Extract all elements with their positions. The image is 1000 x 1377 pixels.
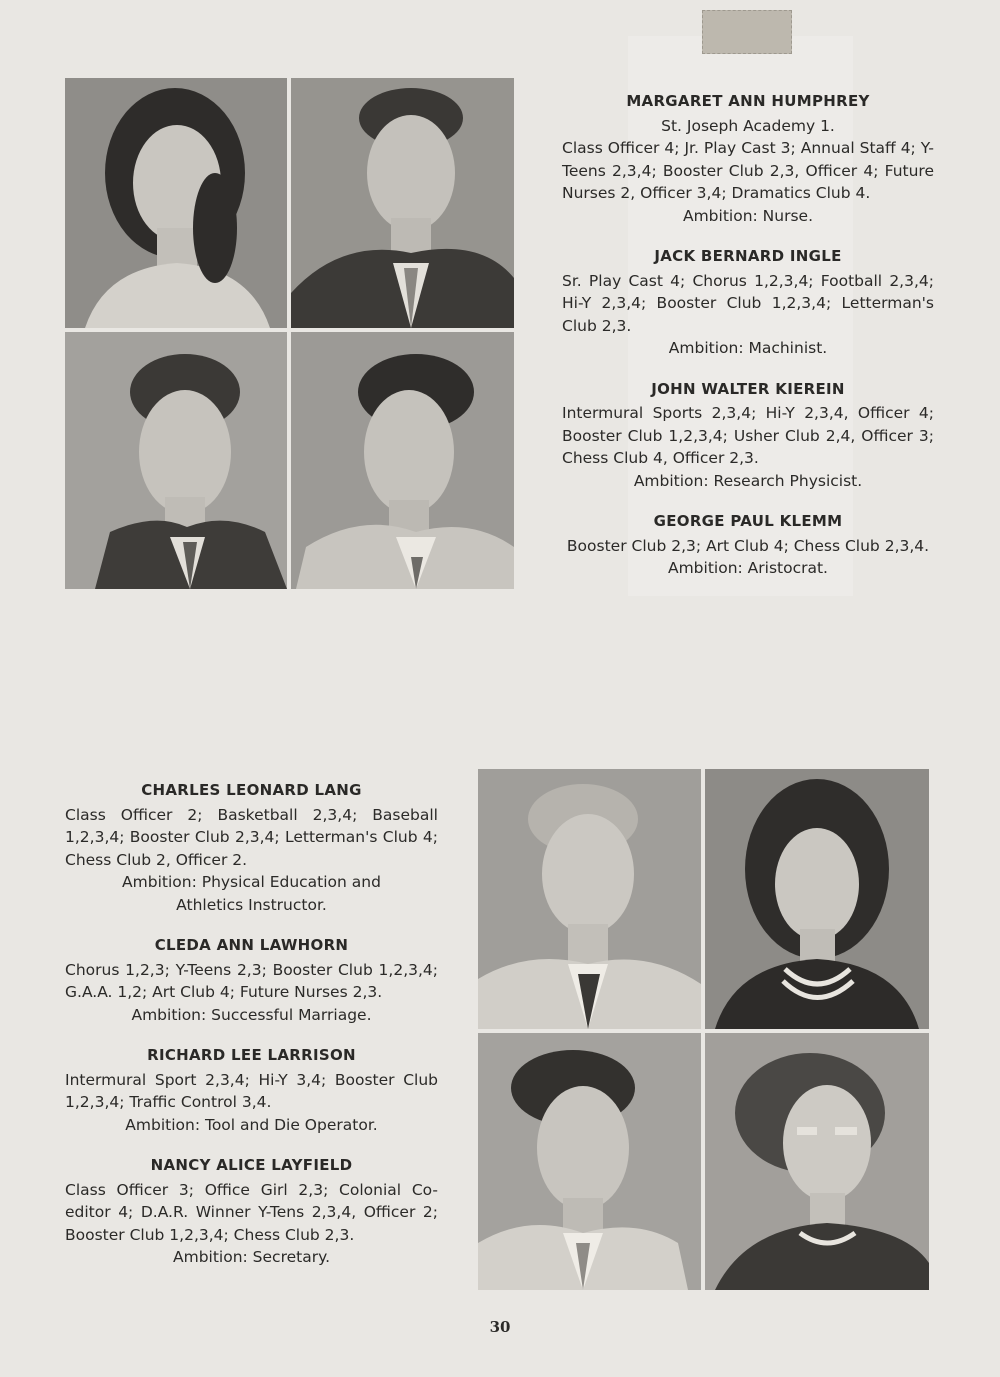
biography-entry [65,1044,438,1136]
portrait-photo [65,332,287,589]
prior-school: St. Joseph Academy 1. [661,116,835,135]
student-name: CHARLES LEONARD LANG [141,781,362,799]
portrait-photo [705,1033,929,1290]
ambition: Ambition: Machinist. [668,339,828,357]
student-name: JACK BERNARD INGLE [654,247,842,265]
activities: Class Officer 4; Jr. Play Cast 3; Annual Staff 4; Y-Teens 2,3,4; Booster Club 2,3, Officer 4; Future Nurses 2, Officer 3,4; Dramatics Club 4. [562,139,934,202]
top-portrait-grid [65,78,514,589]
ambition: Ambition: Tool and Die Operator. [125,1115,378,1134]
activities: Intermural Sports 2,3,4; Hi-Y 2,3,4, Officer 4; Booster Club 1,2,3,4; Usher Club 2,4, Officer 3; Chess Club 4, Officer 2,3. [562,404,934,467]
ambition: Ambition: Nurse. [682,206,814,225]
biography-entry [65,779,438,916]
tape-fragment [702,10,792,54]
student-name: NANCY ALICE LAYFIELD [150,1156,353,1174]
portrait-photo [478,1033,701,1290]
bottom-portrait-grid [478,769,929,1290]
activities: Class Officer 2; Basketball 2,3,4; Baseball 1,2,3,4; Booster Club 2,3,4; Letterman's Club 4; Chess Club 2, Officer 2. [65,805,438,869]
ambition: Ambition: Physical Education and Athletics Instructor. [122,873,381,914]
activities: Sr. Play Cast 4; Chorus 1,2,3,4; Football 2,3,4; Hi-Y 2,3,4; Booster Club 1,2,3,4; Letterman's Club 2,3. [562,271,934,335]
ambition: Ambition: Successful Marriage. [131,1005,372,1024]
page-number: 30 [489,1318,511,1336]
student-name: CLEDA ANN LAWHORN [154,936,349,954]
biography-entry [562,90,934,227]
biography-entry [65,934,438,1026]
activities: Booster Club 2,3; Art Club 4; Chess Club 2,3,4. [566,536,930,555]
ambition: Ambition: Research Physicist. [633,471,863,490]
activities: Chorus 1,2,3; Y-Teens 2,3; Booster Club 1,2,3,4; G.A.A. 1,2; Art Club 4; Future Nurses 2,3. [65,960,438,1001]
portrait-photo [291,332,514,589]
activities: Intermural Sport 2,3,4; Hi-Y 3,4; Booster Club 1,2,3,4; Traffic Control 3,4. [65,1070,438,1111]
portrait-photo [705,769,929,1029]
student-name: MARGARET ANN HUMPHREY [626,92,870,110]
student-name: JOHN WALTER KIEREIN [651,379,845,398]
biography-entry [562,245,934,360]
bottom-biographies [65,779,438,1287]
top-biographies [562,90,934,598]
ambition: Ambition: Aristocrat. [667,559,828,577]
ambition: Ambition: Secretary. [173,1248,330,1266]
portrait-photo [65,78,287,328]
student-name: RICHARD LEE LARRISON [147,1046,356,1064]
biography-entry [562,378,934,493]
activities: Class Officer 3; Office Girl 2,3; Colonial Co-editor 4; D.A.R. Winner Y-Tens 2,3,4, Officer 2; Booster Club 1,2,3,4; Chess Club 2,3. [65,1180,438,1244]
biography-entry [562,510,934,580]
student-name: GEORGE PAUL KLEMM [653,512,843,530]
portrait-photo [478,769,701,1029]
biography-entry [65,1154,438,1269]
portrait-photo [291,78,514,328]
